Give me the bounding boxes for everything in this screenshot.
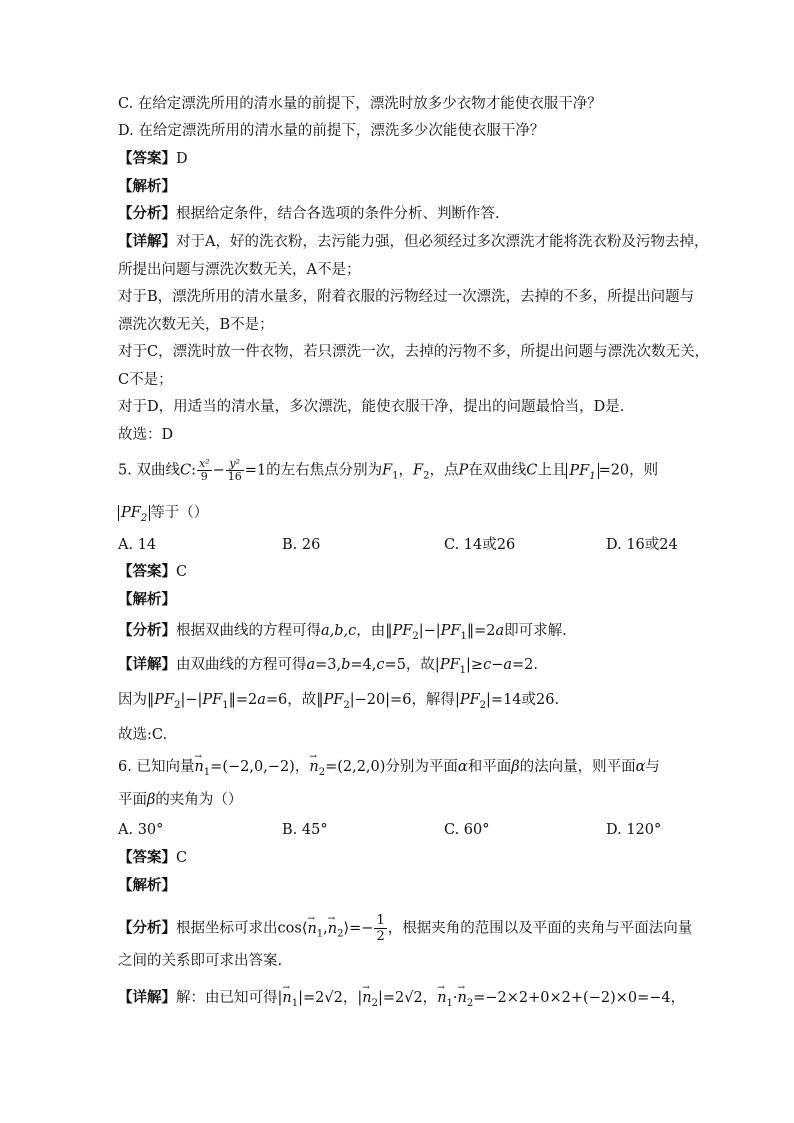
q5-option-d: D. 16或24 <box>606 537 678 553</box>
q4-fenxi-text: 根据给定条件，结合各选项的条件分析、判断作答. <box>176 206 500 222</box>
answer-q6-value: C <box>176 850 188 866</box>
answer-label: 【答案】 <box>118 150 176 167</box>
analysis-label-q6: 【解析】 <box>118 877 176 894</box>
answer-label-q5: 【答案】 <box>118 563 176 580</box>
q5-detail-line-1: 【详解】由双曲线的方程可得a=3,b=4,c=5，故$|PF_1|\ge c-a=2$. <box>118 656 538 676</box>
q5-line3-b: ，故 <box>287 692 317 708</box>
q4-choose: 故选：D <box>118 427 174 443</box>
xiangjie-label: 【详解】 <box>118 233 176 250</box>
q5-stem-b: 的左右焦点分别为 <box>266 462 383 479</box>
q4-detail-line-1 <box>118 232 708 252</box>
fenxi-label: 【分析】 <box>118 205 176 222</box>
q6-option-a: A. 30° <box>118 822 164 838</box>
q6-stem-f: 与 <box>645 759 660 775</box>
analysis-heading-q6 <box>118 876 176 896</box>
q6-fenxi-b: ，根据夹角的范围以及平面的夹角与平面法向量 <box>387 920 693 937</box>
answer-label-q6: 【答案】 <box>118 849 176 866</box>
q5-fenxi-a: 根据双曲线的方程可得 <box>176 623 321 639</box>
answer-q5 <box>118 562 187 582</box>
q5-option-c: C. 14或26 <box>444 537 516 553</box>
fenxi-label-q5: 【分析】 <box>118 622 176 639</box>
q5-option-a: A. 14 <box>118 537 157 553</box>
q5-stem-f: ，则 <box>629 462 659 479</box>
answer-q4 <box>118 149 188 169</box>
q5-stem-d: 在双曲线 <box>468 462 527 479</box>
q6-stem-c: 分别为平面 <box>385 759 458 775</box>
q5-line3-a: 因为 <box>118 692 147 708</box>
q5-fenxi: 【分析】根据双曲线的方程可得a,b,c，由$‖PF_2|-|PF_1‖=2a$即可求解. <box>118 622 567 642</box>
q5-fenxi-b: ，由 <box>356 623 386 639</box>
q5-option-b: B. 26 <box>282 537 321 553</box>
q6-stem-line-2: 平面β的夹角为（） <box>118 792 243 808</box>
q5-detail-b: ，故 <box>405 657 435 673</box>
q6-detail-line-1: 【详解】解：由已知可得|→ $n_1|=2√2$，|→ $n_2|=2√2$，→ $n_1\cdot\to n_2=-2\times 2+0\times 2+(-2)\times 0=-4$， <box>118 988 685 1014</box>
analysis-label: 【解析】 <box>118 178 176 195</box>
math-abs-diff: $‖PF_2|-|PF_1‖=2a$ <box>385 623 505 642</box>
option-c-text: C. 在给定漂洗所用的清水量的前提下，漂洗时放多少衣物才能使衣服干净？ <box>118 96 602 112</box>
q6-stem-a: 6. 已知向量 <box>118 759 195 775</box>
answer-q5-value: C <box>176 564 188 580</box>
math-frac-y2-16: $\frac{\text{y²}}{16}$ <box>227 457 242 483</box>
q6-option-b: B. 45° <box>282 822 328 838</box>
q6-fenxi-a: 根据坐标可求出 <box>176 920 278 937</box>
q5-stem-g: 等于（） <box>150 505 209 521</box>
math-abc-values: a <box>306 657 316 673</box>
q5-detail-a: 由双曲线的方程可得 <box>176 657 307 673</box>
q4-detail-line-6: C不是； <box>118 372 173 388</box>
q4-detail-line-3: 对于B，漂洗所用的清水量多，附着衣服的污物经过一次漂洗，去掉的不多，所提出问题与 <box>118 289 695 305</box>
math-frac-half: $\frac{1}{2}$ <box>376 913 385 944</box>
q6-stem-line-1: 6. 已知向量→ $n_1=(-2,0,-2)$，→ $n_2=(2,2,0)$分别为平面α和平面β的法向量，则平面α与 <box>118 757 660 783</box>
analysis-heading-q5 <box>118 590 176 610</box>
q5-line3-c: ，解得 <box>411 692 455 708</box>
q4-detail-line-5: 对于C，漂洗时放一件衣物，若只漂洗一次，去掉的污物不多，所提出问题与漂洗次数无关， <box>118 344 710 360</box>
fenxi-label-q6: 【分析】 <box>118 919 176 937</box>
q5-stem-a: 5. 双曲线 <box>118 462 180 479</box>
q6-fenxi-line-2: 之间的关系即可求出答案. <box>118 953 283 969</box>
q4-fenxi <box>118 204 500 224</box>
q5-stem-line-2 <box>118 503 208 529</box>
math-frac-x2-9: $\frac{\text{x²}}{9}$ <box>198 457 210 483</box>
q6-detail-b: ， <box>670 990 686 1006</box>
q6-stem-g: 平面 <box>118 792 147 808</box>
q6-detail-a: 解：由已知可得 <box>176 990 278 1006</box>
q4-detail-line-4: 漂洗次数无关，B不是； <box>118 317 274 333</box>
q5-stem-c: ，点 <box>429 462 459 479</box>
q5-choose: 故选:C. <box>118 727 168 743</box>
q4-detail-line-7: 对于D，用适当的清水量，多次漂洗，能使衣服干净，提出的问题最恰当，D是. <box>118 399 625 415</box>
answer-q4-value: D <box>176 151 188 167</box>
analysis-heading-q4 <box>118 177 176 197</box>
q5-line3-d: 或 <box>521 692 537 708</box>
xiangjie-label-q6: 【详解】 <box>118 989 176 1006</box>
math-abs-pf2: $PF_2$ <box>118 505 150 521</box>
q6-stem-h: 的夹角为（） <box>155 792 243 808</box>
q5-fenxi-c: 即可求解. <box>504 623 567 639</box>
q6-fenxi-line-1: 【分析】根据坐标可求出cos⟨→ $n_1,\to$ $n_2⟩=-$ $\frac{1}{2}$ ，根据夹角的范围以及平面的夹角与平面法向量 <box>118 913 692 944</box>
q4-detail-text-1: 对于A，好的洗衣粉，去污能力强，但必须经过多次漂洗才能将洗衣粉及污物去掉， <box>176 234 709 250</box>
analysis-label-q5: 【解析】 <box>118 591 176 608</box>
q6-option-c: C. 60° <box>444 822 490 838</box>
q5-stem-e: 上且 <box>537 462 567 479</box>
q6-stem-d: 和平面 <box>467 759 512 775</box>
q5-stem-line-1: 5. 双曲线C: $\frac{\text{x²}}{9}$ − $\frac{\text{y²}}{16}$ =1的左右焦点分别为$F_1$，$F_2$，点P在双曲线C上且 $PF_1 =20$，则 <box>118 457 659 483</box>
q5-detail-line-2: 因为$‖PF_2|-|PF_1‖=2a=6$，故$‖PF_2|-20|=6$，解得$|PF_2|=14$或26. <box>118 692 560 711</box>
xiangjie-label-q5: 【详解】 <box>118 656 176 673</box>
math-hyperbola-eq: C <box>179 462 192 479</box>
q6-option-d: D. 120° <box>606 822 662 838</box>
answer-q6 <box>118 848 187 868</box>
q4-detail-line-2: 所提出问题与漂洗次数无关，A不是； <box>118 262 361 278</box>
q6-stem-b: ， <box>294 759 310 775</box>
option-d-text: D. 在给定漂洗所用的清水量的前提下，漂洗多少次能使衣服干净？ <box>118 123 545 139</box>
q6-stem-e: 的法向量，则平面 <box>519 759 636 775</box>
